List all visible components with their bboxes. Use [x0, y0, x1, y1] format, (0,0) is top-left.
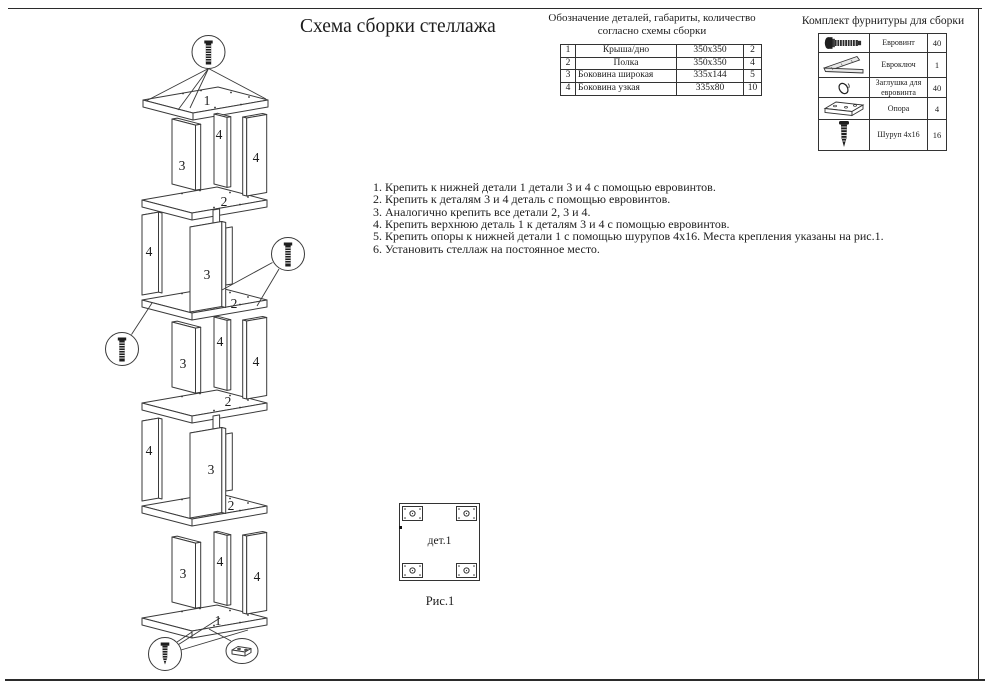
part-label: 4: [145, 443, 153, 458]
parts-table-cell-size: 350x350: [677, 45, 744, 58]
part-label: 4: [252, 150, 260, 165]
corner-plate: [456, 563, 477, 578]
corner-plate: [456, 506, 477, 521]
parts-table-row: [561, 83, 762, 96]
parts-table-body: [561, 45, 762, 96]
hardware-qty: 16: [928, 120, 947, 151]
shelving-exploded-diagram: [55, 28, 315, 683]
parts-table-title-line2: согласно схемы сборки: [597, 24, 707, 37]
part-label: 1: [203, 93, 211, 108]
screw-icon: [819, 120, 870, 151]
hardware-table-row: [819, 98, 947, 120]
part-label: 2: [227, 498, 235, 513]
part-label: 4: [215, 127, 223, 142]
hardware-table: [818, 33, 947, 151]
part-label: 3: [203, 267, 211, 282]
parts-table-cell-name: Крыша/дно: [576, 45, 677, 58]
hardware-name: Опора: [870, 98, 928, 120]
parts-table-cell-qty: 4: [744, 57, 762, 70]
cap-icon: [819, 78, 870, 98]
detail-1-figure: [399, 503, 480, 581]
hardware-name: Заглушка для евровинта: [870, 78, 928, 98]
parts-table-cell-qty: 5: [744, 70, 762, 83]
parts-table-cell-qty: 10: [744, 83, 762, 96]
detail-1-label: дет.1: [427, 535, 452, 547]
support-icon: [819, 98, 870, 120]
parts-table-cell-num: 4: [561, 83, 576, 96]
part-label: 4: [252, 354, 260, 369]
hardware-table-row: [819, 78, 947, 98]
corner-plate: [402, 506, 423, 521]
part-label: 4: [216, 334, 224, 349]
hardware-table-title: Комплект фурнитуры для сборки: [801, 15, 965, 27]
part-label: 4: [216, 554, 224, 569]
instruction-step: 3. Аналогично крепить все детали 2, 3 и 4.: [373, 204, 591, 219]
part-label: 4: [145, 244, 153, 259]
parts-table: [560, 44, 762, 96]
instruction-step: 6. Установить стеллаж на постоянное место.: [373, 241, 600, 256]
part-label: 2: [220, 194, 228, 209]
parts-table-cell-name: Боковина узкая: [576, 83, 677, 96]
part-label: 3: [179, 566, 187, 581]
hardware-table-row: [819, 53, 947, 78]
instruction-step: 1. Крепить к нижней детали 1 детали 3 и 4 с помощью евровинтов.: [373, 180, 716, 194]
tower-lineart: [142, 87, 268, 638]
part-label: 3: [179, 356, 187, 371]
figure-caption: Рис.1: [425, 594, 455, 608]
instruction-step: 5. Крепить опоры к нижней детали 1 с помощью шурупов 4x16. Места крепления указаны на рис.1.: [373, 229, 884, 244]
parts-table-title-line1: Обозначение деталей, габариты, количество: [548, 12, 756, 24]
hardware-qty: 4: [928, 98, 947, 120]
parts-table-cell-qty: 2: [744, 45, 762, 58]
instruction-step: 2. Крепить к деталям 3 и 4 деталь с помощью евровинтов.: [373, 192, 671, 207]
hardware-table-body: [819, 34, 947, 151]
page-border-right: [978, 8, 979, 680]
hardware-name: Евровинт: [870, 34, 928, 53]
euro-screw-icon: [819, 34, 870, 53]
edge-marker: [399, 526, 402, 529]
corner-plate: [402, 563, 423, 578]
hex-key-icon: [819, 53, 870, 78]
parts-table-cell-size: 350x350: [677, 57, 744, 70]
assembly-instructions: [373, 181, 884, 255]
parts-table-cell-size: 335x144: [677, 70, 744, 83]
parts-table-row: [561, 70, 762, 83]
page-title: Схема сборки стеллажа: [300, 16, 496, 37]
parts-table-cell-size: 335x80: [677, 83, 744, 96]
instruction-step: 4. Крепить верхнюю деталь 1 к деталям 3 и 4 с помощью евровинтов.: [373, 217, 730, 232]
parts-table-row: [561, 57, 762, 70]
part-label: 3: [207, 462, 215, 477]
part-label: 1: [214, 613, 222, 628]
support-foot-icon: [232, 647, 251, 657]
hardware-name: Евроключ: [870, 53, 928, 78]
parts-table-cell-num: 3: [561, 70, 576, 83]
parts-table-cell-num: 2: [561, 57, 576, 70]
part-label: 4: [253, 569, 261, 584]
parts-table-row: [561, 45, 762, 58]
hardware-qty: 1: [928, 53, 947, 78]
part-label: 3: [178, 158, 186, 173]
hardware-table-row: [819, 120, 947, 151]
page-border-top: [8, 8, 982, 9]
part-label: 2: [224, 394, 232, 409]
hardware-table-row: [819, 34, 947, 53]
hardware-qty: 40: [928, 34, 947, 53]
parts-table-cell-name: Боковина широкая: [576, 70, 677, 83]
parts-table-cell-name: Полка: [576, 57, 677, 70]
parts-table-title: [532, 12, 772, 37]
parts-table-cell-num: 1: [561, 45, 576, 58]
hardware-qty: 40: [928, 78, 947, 98]
hardware-name: Шуруп 4x16: [870, 120, 928, 151]
part-label: 2: [230, 296, 238, 311]
